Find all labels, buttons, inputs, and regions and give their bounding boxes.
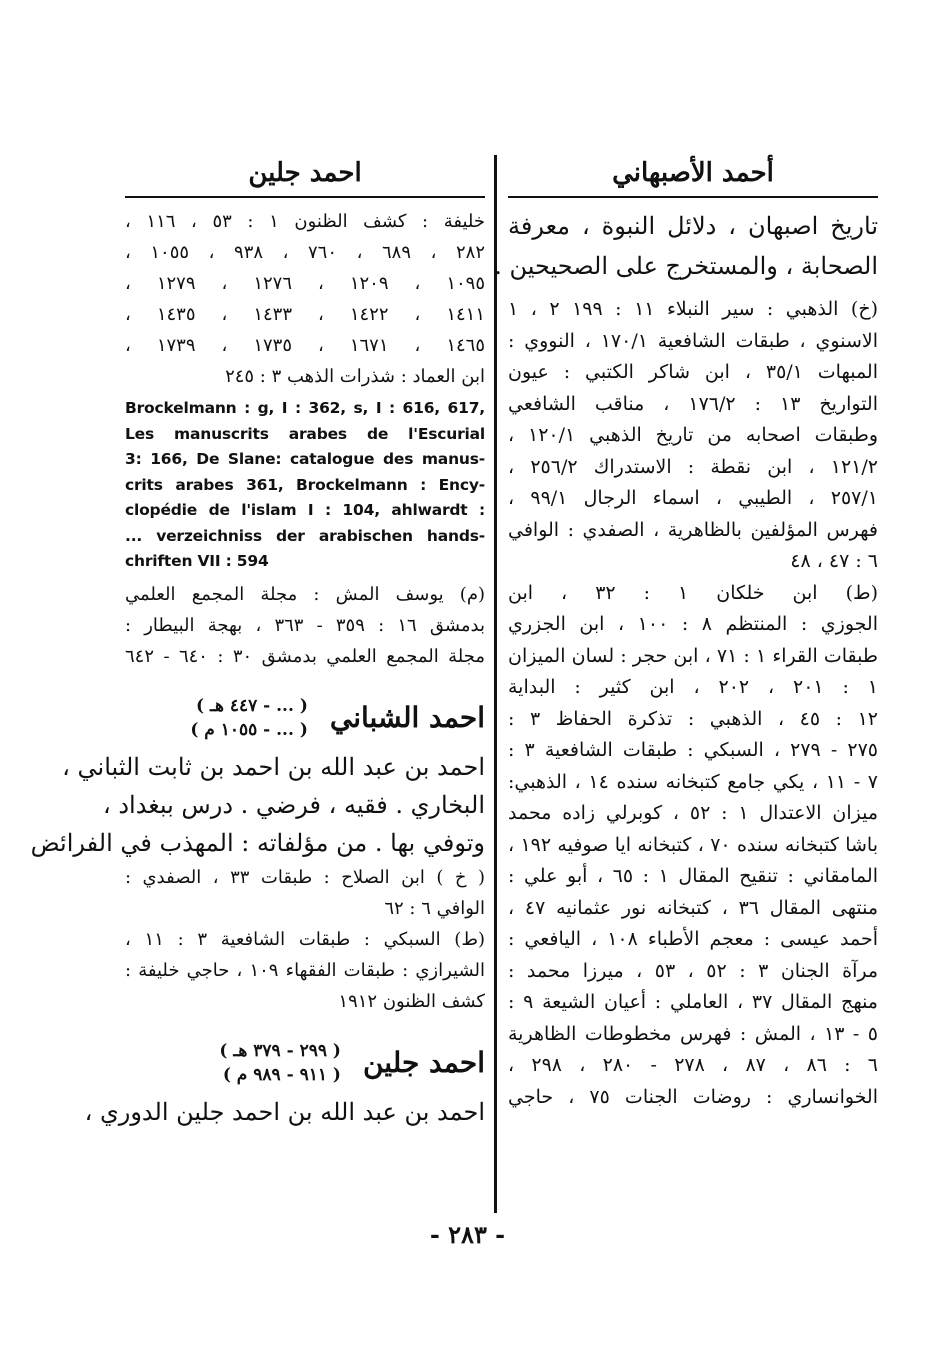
intro-line: الصحابة ، والمستخرج على الصحيحين . xyxy=(494,252,878,280)
right-column-header: أحمد الأصبهاني xyxy=(508,150,878,198)
entry-dates xyxy=(190,694,308,742)
reference-line: ٦ : ٤٧ ، ٤٨ xyxy=(790,550,878,572)
reference-line: (ط) ابن خلكان ١ : ٣٢ ، ابن xyxy=(508,581,878,604)
latin-line: crits arabes 361, Brockelmann : Ency- xyxy=(125,475,485,494)
biography-line: البخاري . فقيه ، فرضي . درس ببغداد ، xyxy=(102,790,485,819)
reference-line: ٥ - ١٣ ، المش : فهرس مخطوطات الظاهرية xyxy=(508,1022,879,1045)
date-hijri: ( ٢٩٩ - ٣٧٩ هـ ) xyxy=(219,1040,341,1061)
reference-line: ابن العماد : شذرات الذهب ٣ : ٢٤٥ xyxy=(225,366,485,387)
reference-line: خليفة : كشف الظنون ١ : ٥٣ ، ١١٦ ، xyxy=(125,211,485,232)
reference-line: الخوانساري : روضات الجنات ٧٥ ، حاجي xyxy=(508,1085,878,1108)
entry-heading xyxy=(125,1039,485,1087)
reference-line: ٢٨٢ ، ٦٨٩ ، ٧٦٠ ، ٩٣٨ ، ١٠٥٥ ، xyxy=(125,242,485,263)
reference-line: الاسنوي ، طبقات الشافعية ١٧٠/١ ، النووي : xyxy=(508,329,878,352)
reference-line: المبهات ٣٥/١ ، ابن شاكر الكتبي : عيون xyxy=(508,361,878,383)
reference-line: ٢٧٥ - ٢٧٩ ، السبكي : طبقات الشافعية ٣ : xyxy=(508,739,878,761)
reference-line: ميزان الاعتدال ١ : ٥٢ ، كوبرلي زاده محمد xyxy=(508,802,879,824)
reference-line: ( خ ) ابن الصلاح : طبقات ٣٣ ، الصفدي : xyxy=(125,866,485,888)
reference-line: (م) يوسف المش : مجلة المجمع العلمي xyxy=(125,583,485,605)
reference-line: أحمد عيسى : معجم الأطباء ١٠٨ ، اليافعي : xyxy=(508,928,878,950)
latin-line: Les manuscrits arabes de l'Escurial xyxy=(125,424,485,443)
date-gregorian: ( ... - ١٠٥٥ م ) xyxy=(190,719,308,740)
reference-line: فهرس المؤلفين بالظاهرية ، الصفدي : الوافي xyxy=(508,518,878,541)
reference-line: طبقات القراء ١ : ٧١ ، ابن حجر : لسان الميزان xyxy=(508,644,878,667)
entry-heading xyxy=(125,694,485,742)
reference-line: الجوزي : المنتظم ٨ : ١٠٠ ، ابن الجزري xyxy=(508,613,878,635)
latin-line: clopédie de l'islam I : 104, ahlwardt : xyxy=(125,501,485,519)
latin-line: Brockelmann : g, I : 362, s, I : 616, 617, xyxy=(125,399,485,417)
entry-dates xyxy=(219,1039,341,1087)
reference-line: ١٤٦٥ ، ١٦٧١ ، ١٧٣٥ ، ١٧٣٩ ، xyxy=(125,335,485,356)
right-column xyxy=(494,150,879,1113)
reference-line: المامقاني : تنقيح المقال ١ : ٦٥ ، أبو علي : xyxy=(508,865,878,887)
reference-line: ١٢ : ٤٥ ، الذهبي : تذكرة الحفاظ ٣ : xyxy=(508,707,878,730)
latin-line: chriften VII : 594 xyxy=(125,552,269,570)
latin-line: 3: 166, De Slane: catalogue des manus- xyxy=(125,450,485,468)
reference-line: باشا كتبخانه سنده ٧٠ ، كتبخانه ايا صوفيه ١٩٢ ، xyxy=(508,833,879,856)
reference-line: مرآة الجنان ٣ : ٥٢ ، ٥٣ ، ميرزا محمد : xyxy=(508,959,879,982)
reference-line: الشيرازي : طبقات الفقهاء ١٠٩ ، حاجي خليفة : xyxy=(125,959,486,981)
reference-line: ٧ - ١١ ، يكي جامع كتبخانه سنده ١٤ ، الذهبي: xyxy=(508,770,879,793)
reference-line: منهج المقال ٣٧ ، العاملي : أعيان الشيعة ٩ : xyxy=(508,991,878,1013)
date-hijri: ( ... - ٤٤٧ هـ ) xyxy=(196,695,308,716)
entry-name: احمد الشباني xyxy=(329,701,485,734)
reference-line: وطبقات اصحابه من تاريخ الذهبي ١٢٠/١ ، xyxy=(508,424,878,446)
intro-line: تاريخ اصبهان ، دلائل النبوة ، معرفة xyxy=(508,212,878,240)
biography-line: احمد بن عبد الله بن احمد جلين الدوري ، xyxy=(84,1097,485,1126)
entry-name: احمد جلين xyxy=(362,1046,485,1079)
reference-line: ١٤١١ ، ١٤٢٢ ، ١٤٣٣ ، ١٤٣٥ ، xyxy=(125,304,485,325)
reference-line: ٦ : ٨٦ ، ٨٧ ، ٢٧٨ - ٢٨٠ ، ٢٩٨ ، xyxy=(508,1054,879,1076)
reference-line: ١٢١/٢ ، ابن نقطة : الاستدراك ٢٥٦/٢ ، xyxy=(508,455,878,478)
latin-line: ... verzeichniss der arabischen hands- xyxy=(125,526,485,545)
reference-line: الوافي ٦ : ٦٢ xyxy=(384,897,485,919)
reference-line: (خ) الذهبي : سير النبلاء ١١ : ١٩٩ ٢ ، ١ xyxy=(508,298,879,320)
reference-line: ١ : ٢٠١ ، ٢٠٢ ، ابن كثير : البداية xyxy=(508,676,878,698)
reference-line: مجلة المجمع العلمي بدمشق ٣٠ : ٦٤٠ - ٦٤٢ xyxy=(125,645,485,667)
left-column xyxy=(30,150,486,1131)
date-gregorian: ( ٩١١ - ٩٨٩ م ) xyxy=(222,1064,341,1085)
reference-line: التواريخ ١٣ : ١٧٦/٢ ، مناقب الشافعي xyxy=(508,392,879,415)
reference-line: (ط) السبكي : طبقات الشافعية ٣ : ١١ ، xyxy=(125,928,485,950)
page-number: - ٢٨٣ - xyxy=(429,1220,506,1249)
reference-line: ٢٥٧/١ ، الطيبي ، اسماء الرجال ٩٩/١ ، xyxy=(508,487,878,509)
biography-line: وتوفي بها . من مؤلفاته : المهذب في الفرائض xyxy=(30,828,485,857)
reference-line: منتهى المقال ٣٦ ، كتبخانه نور عثمانيه ٤٧ ، xyxy=(508,896,879,919)
column-divider xyxy=(494,155,497,1213)
left-column-header: احمد جلين xyxy=(125,150,485,198)
reference-line: كشف الظنون ١٩١٢ xyxy=(338,990,485,1012)
reference-line: ١٠٩٥ ، ١٢٠٩ ، ١٢٧٦ ، ١٢٧٩ ، xyxy=(125,273,485,294)
biography-line: احمد بن عبد الله بن احمد بن ثابت الثباني ، xyxy=(62,752,485,781)
latin-references xyxy=(125,396,485,575)
reference-line: بدمشق ١٦ : ٣٥٩ - ٣٦٣ ، بهجة البيطار : xyxy=(125,614,486,636)
